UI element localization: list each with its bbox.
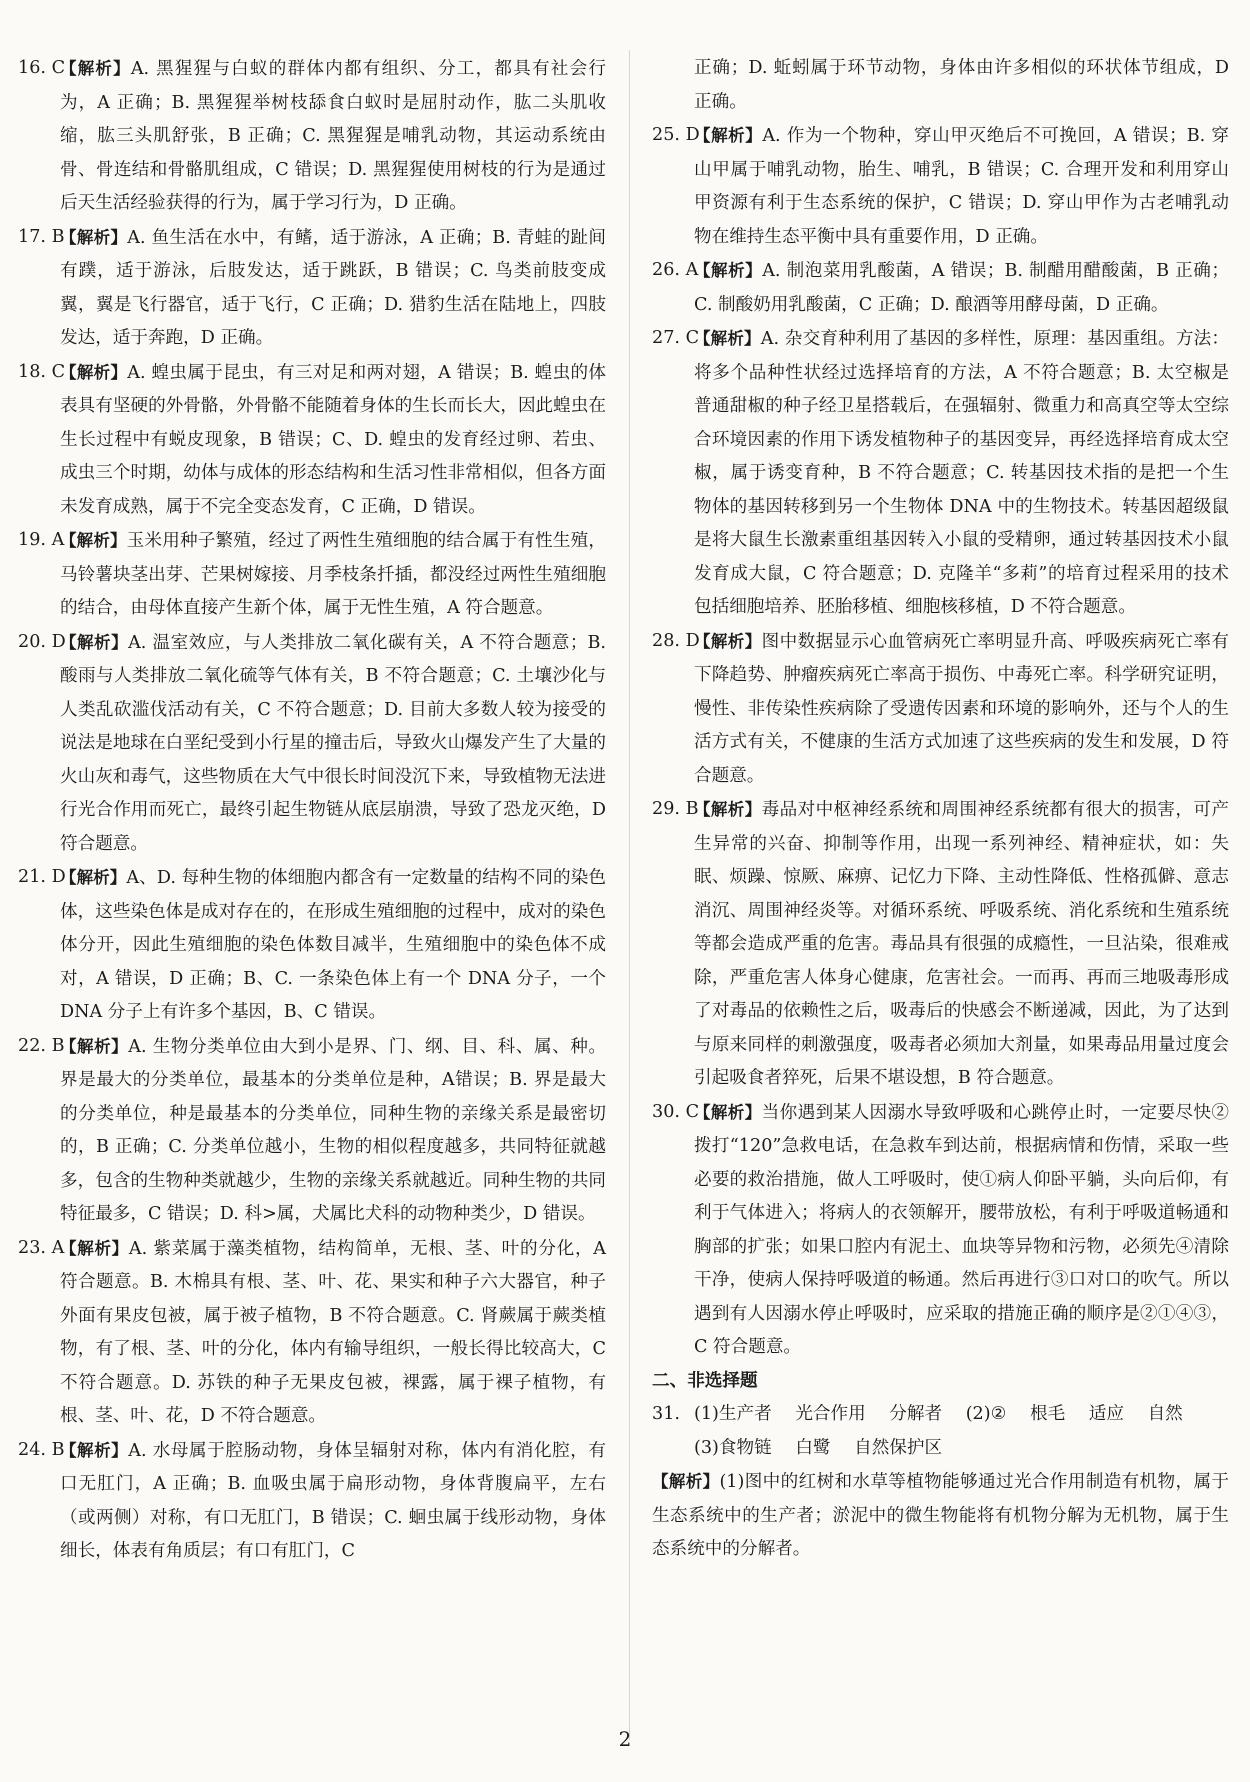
question-item bbox=[652, 119, 1229, 254]
question-item bbox=[18, 524, 606, 626]
question-number: 21. D bbox=[18, 867, 66, 887]
question-number: 24. B bbox=[18, 1439, 65, 1460]
question-31 bbox=[652, 1398, 1229, 1465]
explanation-text: A. 生物分类单位由大到小是界、门、纲、目、科、属、种。界是最大的分类单位，最基本的分类单位是种，A错误；B. 界是最大的分类单位，种是最基本的分类单位，同种生物的亲缘关系是最密切的，B 正确；C. 分类单位越小，生物的相似程度越多，共同特征就越多，包含的生物种类就越少，生物的亲缘关系就越近。同种生物的共同特征最多，C 错误；D. 科>属，犬属比犬科的动物种类少，D 错误。 bbox=[60, 1036, 606, 1224]
analysis-tag: 【解析】 bbox=[60, 868, 127, 887]
question-item bbox=[18, 1434, 606, 1569]
right-column bbox=[652, 52, 1229, 1567]
explanation-text: 图中数据显示心血管病死亡率明显升高、呼吸疾病死亡率有下降趋势、肿瘤疾病死亡率高于损伤、中毒死亡率。科学研究证明，慢性、非传染性疾病除了受遗传因素和环境的影响外，还与个人的生活方式有关，不健康的生活方式加速了这些疾病的发生和发展，D 符合题意。 bbox=[694, 631, 1229, 786]
question-number: 20. D bbox=[18, 631, 66, 652]
question-31-explanation bbox=[652, 1465, 1229, 1567]
question-number: 31. bbox=[652, 1404, 680, 1424]
question-number: 22. B bbox=[18, 1035, 65, 1056]
question-item bbox=[652, 1096, 1229, 1365]
explanation-text: 正确；D. 蚯蚓属于环节动物，身体由许多相似的环状体节组成，D 正确。 bbox=[694, 58, 1229, 112]
answer-text: 光合作用 bbox=[795, 1404, 866, 1424]
explanation-text: A. 黑猩猩与白蚁的群体内都有组织、分工，都具有社会行为，A 正确；B. 黑猩猩举树枝舔食白蚁时是屈肘动作，肱二头肌收缩，肱三头肌舒张，B 正确；C. 黑猩猩是哺乳动物，其运动系统由骨、骨连结和骨骼肌组成，C 错误；D. 黑猩猩使用树枝的行为是通过后天生活经验获得的行为，属于学习行为，D 正确。 bbox=[60, 59, 606, 213]
question-item bbox=[652, 793, 1229, 1096]
question-number: 30. C bbox=[652, 1101, 700, 1122]
analysis-tag: 【解析】 bbox=[694, 261, 763, 280]
answer-text: (2)② bbox=[965, 1404, 1007, 1424]
column-divider bbox=[629, 50, 630, 1740]
answer-text: 白鹭 bbox=[795, 1437, 831, 1458]
question-continuation bbox=[652, 52, 1229, 119]
analysis-tag: 【解析】 bbox=[694, 329, 761, 348]
question-item bbox=[652, 254, 1229, 322]
explanation-text: A、D. 每种生物的体细胞内都含有一定数量的结构不同的染色体，这些染色体是成对存在的，在形成生殖细胞的过程中，成对的染色体分开，因此生殖细胞的染色体数目减半，生殖细胞中的染色体不成对，A 错误，D 正确；B、C. 一条染色体上有一个 DNA 分子，一个 DNA 分子上有许多个基因，B、C 错误。 bbox=[60, 868, 607, 1022]
question-number: 23. A bbox=[18, 1237, 65, 1258]
question-number: 29. B bbox=[652, 799, 699, 819]
question-item bbox=[18, 52, 606, 221]
answer-text: 适应 bbox=[1088, 1404, 1124, 1424]
explanation-text: 玉米用种子繁殖，经过了两性生殖细胞的结合属于有性生殖，马铃薯块茎出芽、芒果树嫁接、月季枝条扦插，都没经过两性生殖细胞的结合，由母体直接产生新个体，属于无性生殖，A 符合题意。 bbox=[60, 531, 606, 618]
analysis-tag: 【解析】 bbox=[652, 1472, 720, 1491]
analysis-tag: 【解析】 bbox=[694, 800, 762, 819]
question-item bbox=[18, 1232, 606, 1434]
explanation-text: A. 紫菜属于藻类植物，结构简单，无根、茎、叶的分化，A 符合题意。B. 木棉具有根、茎、叶、花、果实和种子六大器官，种子外面有果皮包被，属于被子植物，B 不符合题意。C. 肾蕨属于蕨类植物，有了根、茎、叶的分化，体内有输导组织，一般长得比较高大，C 不符合题意。D. 苏铁的种子无果皮包被，裸露，属于裸子植物，有根、茎、叶、花，D 不符合题意。 bbox=[60, 1238, 606, 1426]
analysis-tag: 【解析】 bbox=[60, 531, 127, 550]
question-number: 19. A bbox=[18, 530, 65, 550]
explanation-text: 毒品对中枢神经系统和周围神经系统都有很大的损害，可产生异常的兴奋、抑制等作用，出现一系列神经、精神症状，如：失眠、烦躁、惊厥、麻痹、记忆力下降、主动性降低、性格孤僻、意志消沉、周围神经炎等。对循环系统、呼吸系统、消化系统和生殖系统等都会造成严重的危害。毒品具有很强的成瘾性，一旦沾染，很难戒除，严重危害人体身心健康，危害社会。一而再、再而三地吸毒形成了对毒品的依赖性之后，吸毒后的快感会不断递减，因此，为了达到与原来同样的刺激强度，吸毒者必须加大剂量，如果毒品用量过度会引起吸食者猝死，后果不堪设想，B 符合题意。 bbox=[694, 800, 1229, 1088]
answer-line-1 bbox=[694, 1398, 1229, 1432]
analysis-tag: 【解析】 bbox=[60, 1440, 129, 1460]
question-item bbox=[18, 861, 606, 1030]
analysis-tag: 【解析】 bbox=[694, 1102, 762, 1122]
explanation-text: (1)图中的红树和水草等植物能够通过光合作用制造有机物，属于生态系统中的生产者；淤泥中的微生物能将有机物分解为无机物，属于生态系统中的分解者。 bbox=[652, 1472, 1230, 1559]
question-number: 25. D bbox=[652, 125, 700, 145]
explanation-text: A. 蝗虫属于昆虫，有三对足和两对翅，A 错误；B. 蝗虫的体表具有坚硬的外骨骼，外骨骼不能随着身体的生长而长大，因此蝗虫在生长过程中有蜕皮现象，B 错误；C、D. 蝗虫的发育经过卵、若虫、成虫三个时期，幼体与成体的形态结构和生活习性非常相似，但各方面未发育成熟，属于不完全变态发育，C 正确，D 错误。 bbox=[60, 362, 606, 517]
explanation-text: A. 作为一个物种，穿山甲灭绝后不可挽回，A 错误；B. 穿山甲属于哺乳动物，胎生、哺乳，B 错误；C. 合理开发和利用穿山甲资源有利于生态系统的保护，C 错误；D. 穿山甲作为古老哺乳动物在维持生态平衡中具有重要作用，D 正确。 bbox=[694, 126, 1230, 247]
answer-text: 自然保护区 bbox=[854, 1437, 943, 1458]
question-item bbox=[18, 1030, 606, 1232]
analysis-tag: 【解析】 bbox=[694, 631, 762, 651]
explanation-text: A. 水母属于腔肠动物，身体呈辐射对称，体内有消化腔，有口无肛门，A 正确；B. 血吸虫属于扁形动物，身体背腹扁平，左右（或两侧）对称，有口无肛门，B 错误；C. 蛔虫属于线形动物，身体细长，体表有角质层；有口有肛门，C bbox=[60, 1440, 606, 1561]
left-column bbox=[18, 52, 606, 1569]
answer-text: 自然 bbox=[1147, 1404, 1183, 1424]
analysis-tag: 【解析】 bbox=[60, 59, 131, 78]
question-number: 16. C bbox=[18, 58, 66, 78]
explanation-text: A. 杂交育种利用了基因的多样性，原理：基因重组。方法：将多个品种性状经过选择培育的方法，A 不符合题意；B. 太空椒是普通甜椒的种子经卫星搭载后，在强辐射、微重力和高真空等太空综合环境因素的作用下诱发植物种子的基因变异，再经选择培育成太空椒，属于诱变育种，B 不符合题意；C. 转基因技术指的是把一个生物体的基因转移到另一个生物体 DNA 中的生物技术。转基因超级鼠是将大鼠生长激素重组基因转入小鼠的受精卵，通过转基因技术小鼠发育成大鼠，C 符合题意；D. 克隆羊“多莉”的培育过程采用的技术包括细胞培养、胚胎移植、细胞核移植，D 不符合题意。 bbox=[694, 329, 1229, 617]
explanation-text: A. 鱼生活在水中，有鳍，适于游泳，A 正确；B. 青蛙的趾间有蹼，适于游泳，后肢发达，适于跳跃，B 错误；C. 鸟类前肢变成翼，翼是飞行器官，适于飞行，C 正确；D. 猎豹生活在陆地上，四肢发达，适于奔跑，D 正确。 bbox=[60, 227, 606, 348]
analysis-tag: 【解析】 bbox=[694, 126, 763, 145]
question-number: 28. D bbox=[652, 630, 700, 651]
question-number: 27. C bbox=[652, 328, 700, 348]
question-item bbox=[18, 356, 606, 525]
answer-text: 根毛 bbox=[1029, 1404, 1066, 1424]
section-heading: 二、非选择题 bbox=[652, 1370, 758, 1391]
question-number: 18. C bbox=[18, 361, 66, 382]
question-number: 17. B bbox=[18, 226, 65, 247]
explanation-text: 当你遇到某人因溺水导致呼吸和心跳停止时，一定要尽快②拨打“120”急救电话，在急救车到达前，根据病情和伤情，采取一些必要的救治措施，做人工呼吸时，使①病人仰卧平躺，头向后仰，有利于气体进入；将病人的衣领解开，腰带放松，有利于呼吸道畅通和胸部的扩张；如果口腔内有泥土、血块等异物和污物，必须先④清除干净，使病人保持呼吸道的畅通。然后再进行③口对口的吹气。所以遇到有人因溺水停止呼吸时，应采取的措施正确的顺序是②①④③，C 符合题意。 bbox=[694, 1102, 1229, 1357]
page-number: 2 bbox=[618, 1727, 632, 1751]
question-item bbox=[18, 626, 606, 862]
answer-line-2 bbox=[694, 1432, 1229, 1466]
answer-text: (1)生产者 bbox=[694, 1404, 772, 1424]
explanation-text: A. 温室效应，与人类排放二氧化碳有关，A 不符合题意；B. 酸雨与人类排放二氧化硫等气体有关，B 不符合题意；C. 土壤沙化与人类乱砍滥伐活动有关，C 不符合题意；D. 目前大多数人较为接受的说法是地球在白垩纪受到小行星的撞击后，导致火山爆发产生了大量的火山灰和毒气，这些物质在大气中很长时间没沉下来，导致植物无法进行光合作用而死亡，最终引起生物链从底层崩溃，导致了恐龙灭绝，D 符合题意。 bbox=[60, 632, 606, 854]
analysis-tag: 【解析】 bbox=[60, 1238, 129, 1258]
question-number: 26. A bbox=[652, 260, 699, 280]
answer-text: (3)食物链 bbox=[694, 1437, 772, 1458]
question-item bbox=[652, 322, 1229, 625]
question-item bbox=[652, 625, 1229, 794]
analysis-tag: 【解析】 bbox=[60, 1036, 129, 1056]
analysis-tag: 【解析】 bbox=[60, 227, 128, 247]
analysis-tag: 【解析】 bbox=[60, 362, 128, 382]
analysis-tag: 【解析】 bbox=[60, 632, 129, 652]
explanation-text: A. 制泡菜用乳酸菌，A 错误；B. 制醋用醋酸菌，B 正确；C. 制酸奶用乳酸菌，C 正确；D. 酿酒等用酵母菌，D 正确。 bbox=[694, 261, 1230, 315]
answer-text: 分解者 bbox=[889, 1404, 943, 1424]
question-item bbox=[18, 221, 606, 356]
